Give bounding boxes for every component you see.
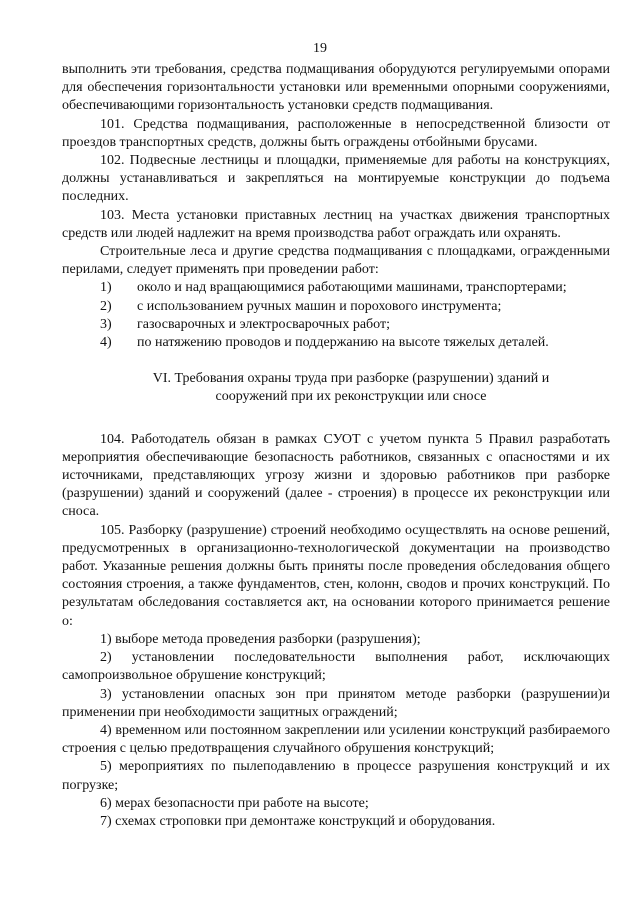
- list-item: [62, 298, 610, 316]
- section-heading-line: VI. Требования охраны труда при разборке (разрушении) зданий и: [152, 371, 550, 387]
- section-heading-line: сооружений при их реконструкции или сносе: [215, 389, 487, 405]
- paragraph: выполнить эти требования, средства подмащивания оборудуются регулируемыми опорами для обеспечения горизонтальности установки или временными опорными сооружениями, обеспечивающими горизонтальность установки средств подмащивания.: [62, 62, 610, 114]
- section-heading: [62, 370, 610, 406]
- list-item-text: по натяжению проводов и поддержанию на высоте тяжелых деталей.: [137, 335, 549, 351]
- list-item-text: газосварочных и электросварочных работ;: [137, 316, 390, 332]
- decision-item: 2) установлении последовательности выполнения работ, исключающих самопроизвольное обрушение конструкций;: [62, 650, 610, 684]
- list-item-text: с использованием ручных машин и порохового инструмента;: [137, 298, 502, 314]
- list-item-number: 3): [100, 316, 112, 332]
- list-item: [62, 279, 610, 297]
- paragraph-101: 101. Средства подмащивания, расположенные в непосредственной близости от проездов транспортных средств, должны быть ограждены отбойными брусами.: [62, 116, 610, 150]
- paragraph-104: 104. Работодатель обязан в рамках СУОТ с учетом пункта 5 Правил разработать мероприятия обеспечивающие безопасность работников, связанных с опасностями и их источниками, представляющих угрозу жизни и здоровью работников при разборке (разрушении) зданий и сооружений (далее - строения) в процессе их реконструкции или сноса.: [62, 431, 610, 520]
- paragraph-102: 102. Подвесные лестницы и площадки, применяемые для работы на конструкциях, должны устанавливаться и закрепляться на монтируемые конструкции до подъема последних.: [62, 153, 610, 205]
- document-body: [62, 61, 610, 831]
- decision-item: 7) схемах строповки при демонтаже конструкций и оборудования.: [100, 813, 496, 829]
- list-item-number: 2): [100, 298, 112, 314]
- decision-item: 3) установлении опасных зон при принятом методе разборки (разрушении)и применении при необходимости защитных ограждений;: [62, 686, 610, 720]
- paragraph-103: 103. Места установки приставных лестниц на участках движения транспортных средств или людей надлежит на время производства работ ограждать или охранять.: [62, 207, 610, 241]
- list-item-number: 1): [100, 280, 112, 296]
- decision-item: 4) временном или постоянном закреплении или усилении конструкций разбираемого строения с целью предотвращения случайного обрушения конструкций;: [62, 722, 610, 757]
- paragraph-105: 105. Разборку (разрушение) строений необходимо осуществлять на основе решений, предусмотренных в организационно-технологической документации на производство работ. Указанные решения должны быть приняты после проведения обследования общего состояния строения, а также фундаментов, стен, колонн, сводов и прочих конструкций. По результатам обследования составляется акт, на основании которого принимается решение о:: [62, 522, 610, 629]
- list-item: [62, 316, 610, 334]
- page-number: 19: [313, 41, 327, 56]
- decision-item: 1) выборе метода проведения разборки (разрушения);: [100, 631, 421, 647]
- decision-item: 6) мерах безопасности при работе на высоте;: [100, 795, 369, 811]
- list-item: [62, 334, 610, 352]
- paragraph-scaffolding: Строительные леса и другие средства подмащивания с площадками, огражденными перилами, следует применять при проведении работ:: [62, 244, 610, 278]
- list-item-number: 4): [100, 335, 112, 351]
- decision-item: 5) мероприятиях по пылеподавлению в процессе разрушения конструкций и их погрузке;: [62, 759, 610, 793]
- list-item-text: около и над вращающимися работающими машинами, транспортерами;: [137, 280, 567, 296]
